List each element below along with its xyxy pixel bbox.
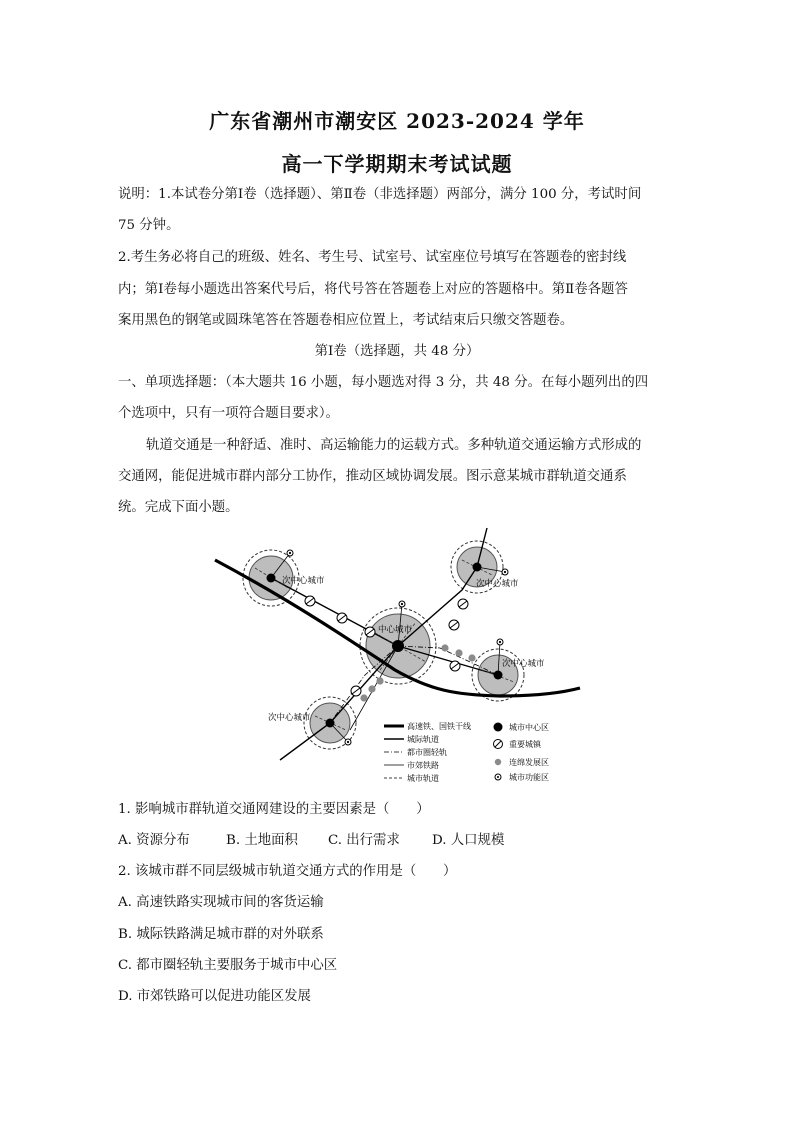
map-legend	[384, 721, 549, 783]
legend-label: 市郊铁路	[407, 761, 439, 770]
question-option[interactable]: C. 出行需求	[328, 833, 400, 848]
city-label: 次中心城市	[268, 713, 311, 723]
instruction-line: 2.考生务必将自己的班级、姓名、考生号、试室号、试室座位号填写在答题卷的密封线	[118, 250, 627, 265]
legend-label: 重要城镇	[509, 740, 541, 749]
city-label: 次中心城市	[502, 659, 545, 669]
legend-label: 高速铁、国铁干线	[407, 722, 471, 731]
passage-line: 统。完成下面小题。	[118, 500, 239, 515]
question-option[interactable]: C. 都市圈轻轨主要服务于城市中心区	[118, 958, 338, 973]
city-label: 中心城市	[378, 625, 413, 635]
part-instruction: 个选项中，只有一项符合题目要求）。	[118, 406, 339, 421]
question-option[interactable]: A. 高速铁路实现城市间的客货运输	[118, 895, 324, 910]
exam-subtitle: 高一下学期期末考试试题	[281, 152, 513, 176]
question-option[interactable]: A. 资源分布	[118, 833, 190, 848]
question-option[interactable]: D. 人口规模	[432, 833, 505, 848]
question-option[interactable]: D. 市郊铁路可以促进功能区发展	[118, 989, 311, 1004]
question-option[interactable]: B. 城际铁路满足城市群的对外联系	[118, 927, 324, 942]
passage-line: 轨道交通是一种舒适、准时、高运输能力的运载方式。多种轨道交通运输方式形成的	[146, 438, 642, 453]
instruction-line: 内；第Ⅰ卷每小题选出答案代号后，将代号答在答题卷上对应的答题格中。第Ⅱ卷各题答	[118, 282, 628, 297]
legend-label: 都市圈轻轨	[407, 748, 447, 757]
legend-label: 城市轨道	[407, 774, 439, 783]
question-stem: 2. 该城市群不同层级城市轨道交通方式的作用是（ ）	[118, 864, 457, 879]
exam-title: 广东省潮州市潮安区 2023-2024 学年	[209, 109, 585, 133]
instruction-line: 75 分钟。	[118, 218, 180, 233]
instruction-line: 案用黑色的钢笔或圆珠笔答在答题卷相应位置上，考试结束后只缴交答题卷。	[118, 313, 574, 328]
section-heading: 第Ⅰ卷（选择题，共 48 分）	[314, 344, 480, 359]
legend-label: 城市功能区	[509, 773, 549, 782]
legend-label: 连绵发展区	[509, 758, 549, 767]
rail-transit-map	[200, 520, 600, 790]
legend-label: 城市中心区	[509, 723, 549, 732]
instruction-line: 说明：1.本试卷分第Ⅰ卷（选择题）、第Ⅱ卷（非选择题）两部分，满分 100 分，考试时间	[118, 187, 642, 202]
city-label: 次中心城市	[282, 576, 325, 586]
legend-label: 城际轨道	[407, 735, 439, 744]
question-option[interactable]: B. 土地面积	[226, 833, 298, 848]
intercity-line	[271, 578, 398, 646]
city-label: 次中心城市	[476, 579, 519, 589]
part-instruction: 一、单项选择题：（本大题共 16 小题，每小题选对得 3 分，共 48 分。在每小题列出的四	[118, 375, 649, 390]
question-stem: 1. 影响城市群轨道交通网建设的主要因素是（ ）	[118, 802, 430, 817]
passage-line: 交通网，能促进城市群内部分工协作，推动区域协调发展。图示意某城市群轨道交通系	[118, 469, 627, 484]
